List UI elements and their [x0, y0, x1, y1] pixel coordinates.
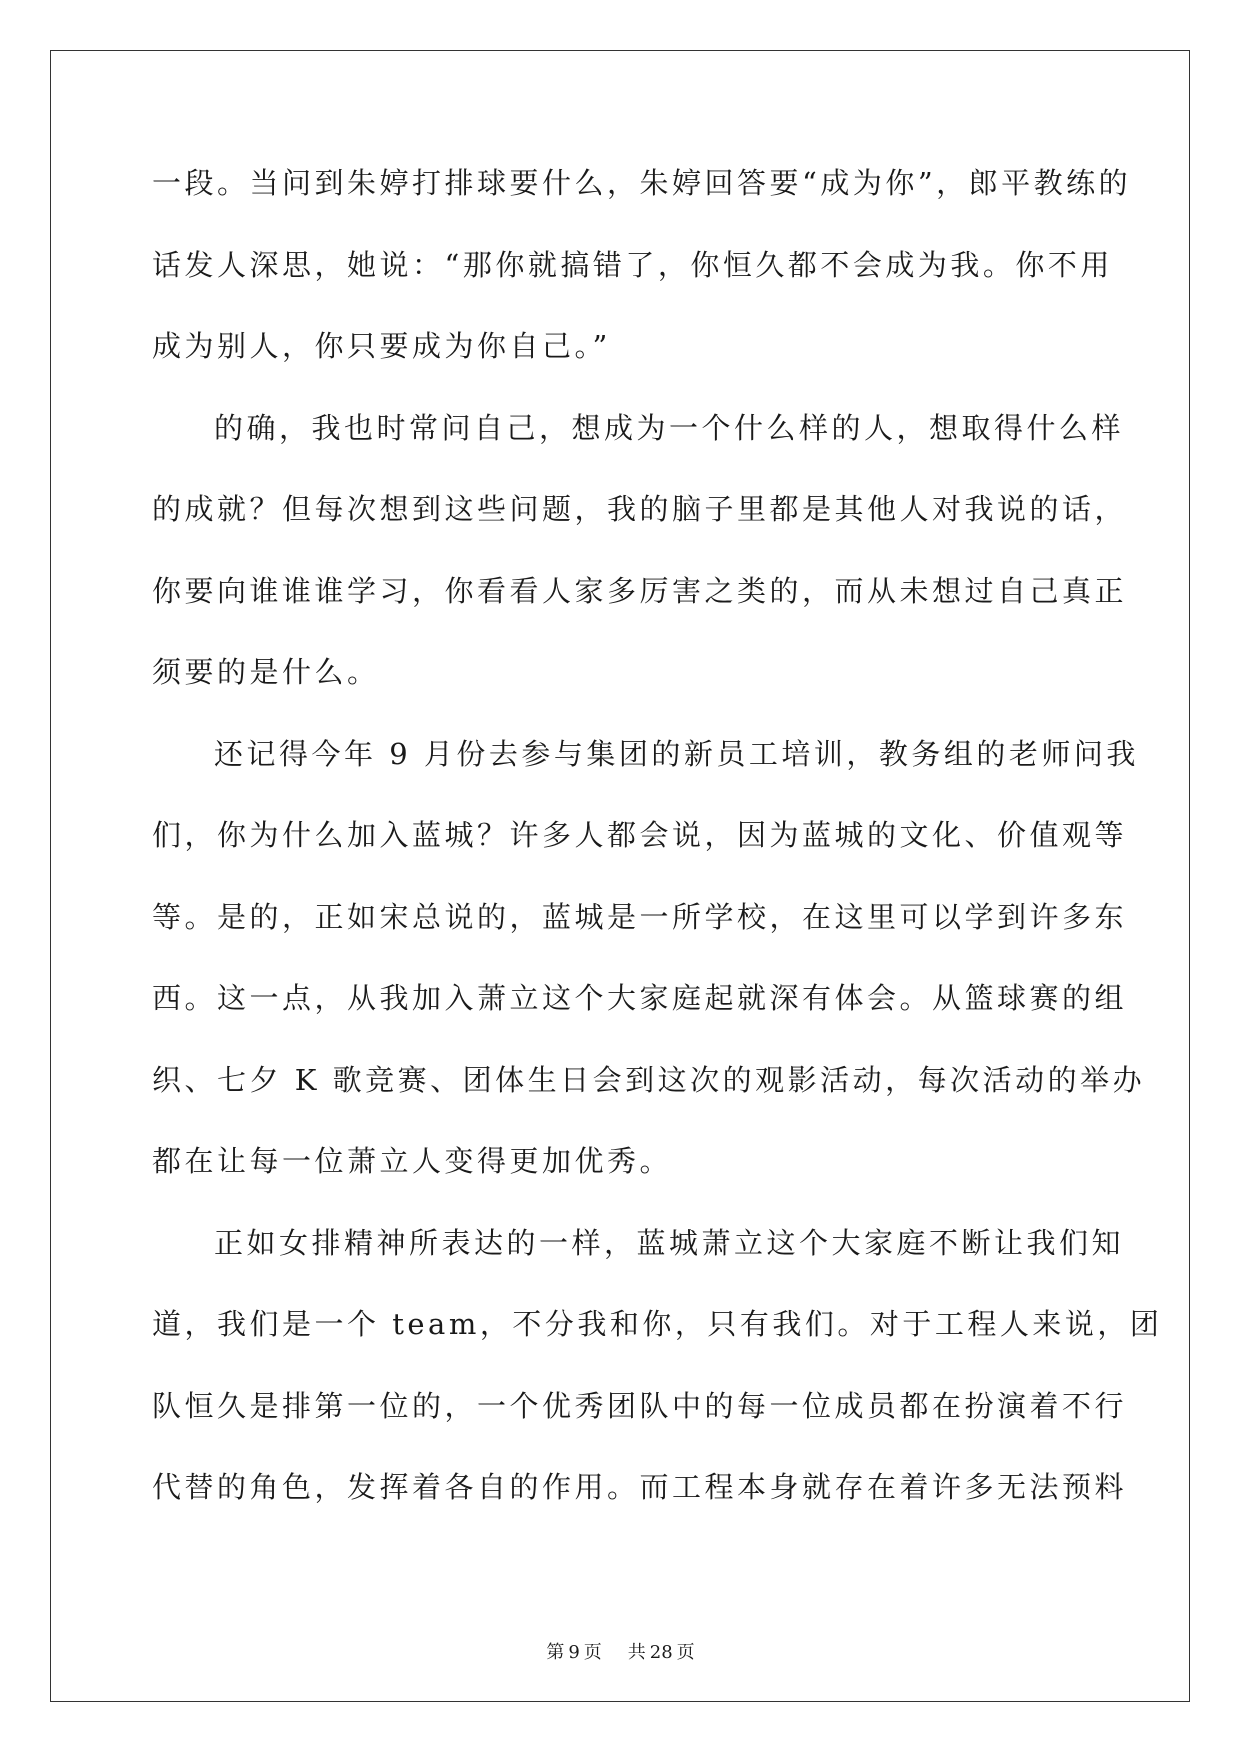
text-line: 等。是的，正如宋总说的，蓝城是一所学校，在这里可以学到许多东 — [152, 899, 1128, 934]
text-line: 们，你为什么加入蓝城？许多人都会说，因为蓝城的文化、价值观等 — [152, 818, 1128, 852]
text-line: 都在让每一位萧立人变得更加优秀。 — [152, 1144, 673, 1178]
text-line: 须要的是什么。 — [152, 655, 380, 689]
page-number: 9 — [568, 1642, 580, 1663]
text-line: 成为别人，你只要成为你自己。” — [152, 329, 611, 363]
text-line: 队恒久是排第一位的，一个优秀团队中的每一位成员都在扮演着不行 — [152, 1388, 1128, 1423]
page-suffix: 页 — [583, 1642, 602, 1663]
text-line: 正如女排精神所表达的一样，蓝城萧立这个大家庭不断让我们知 — [214, 1225, 1125, 1260]
text-line: 代替的角色，发挥着各自的作用。而工程本身就存在着许多无法预料 — [152, 1470, 1128, 1504]
total-pages: 28 — [649, 1642, 673, 1663]
text-line: 还记得今年 9 月份去参与集团的新员工培训，教务组的老师问我 — [214, 736, 1139, 771]
text-line: 一段。当问到朱婷打排球要什么，朱婷回答要“成为你”，郎平教练的 — [152, 166, 1132, 200]
text-line: 你要向谁谁谁学习，你看看人家多厉害之类的，而从未想过自己真正 — [152, 573, 1128, 608]
text-line: 话发人深思，她说：“那你就搞错了，你恒久都不会成为我。你不用 — [152, 247, 1113, 282]
page-prefix: 第 — [546, 1642, 565, 1663]
text-line: 西。这一点，从我加入萧立这个大家庭起就深有体会。从篮球赛的组 — [152, 981, 1128, 1015]
text-line: 道，我们是一个 team，不分我和你，只有我们。对于工程人来说，团 — [152, 1307, 1163, 1341]
total-suffix: 页 — [676, 1642, 695, 1663]
document-body — [152, 163, 1163, 1549]
text-line: 的确，我也时常问自己，想成为一个什么样的人，想取得什么样 — [214, 410, 1125, 445]
total-prefix: 共 — [627, 1642, 646, 1663]
page-footer — [0, 1638, 1241, 1664]
text-line: 织、七夕 K 歌竞赛、团体生日会到这次的观影活动，每次活动的举办 — [152, 1062, 1146, 1097]
text-line: 的成就？但每次想到这些问题，我的脑子里都是其他人对我说的话， — [152, 492, 1128, 526]
